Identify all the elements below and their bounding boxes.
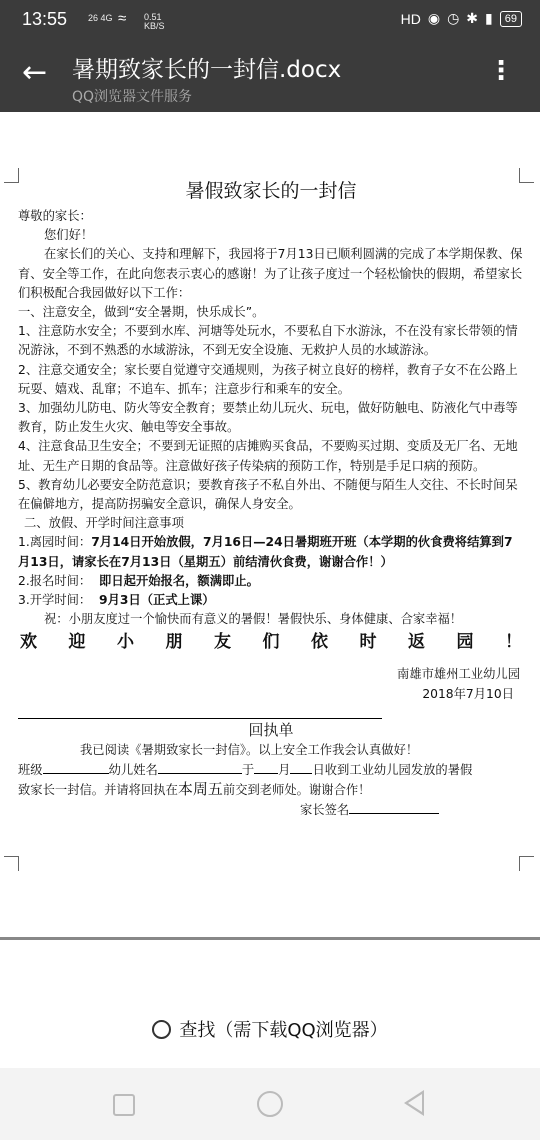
home-button[interactable] xyxy=(257,1091,283,1117)
list-item: 4、注意食品卫生安全；不要到无证照的店摊购买食品，不要购买过期、变质及无厂名、无地址、无生产日期的食品等。注意做好孩子传染病的预防工作，特别是手足口病的预防。 xyxy=(18,439,518,473)
wifi-icon: ≈ xyxy=(118,10,127,27)
vibrate-icon: ▮ xyxy=(485,10,493,26)
camera-icon: ◉ xyxy=(427,10,441,26)
list-item: 3.开学时间： 9月3日（正式上课） xyxy=(18,593,215,608)
battery-icon: 69 xyxy=(500,11,522,27)
document-page xyxy=(18,172,524,821)
back-button[interactable] xyxy=(404,1090,424,1116)
app-bar xyxy=(0,40,540,112)
receipt-instruction: 致家长一封信。并请将回执在本周五前交到老师处。谢谢合作！ xyxy=(18,780,371,799)
recent-apps-button[interactable] xyxy=(113,1094,135,1116)
school-name: 南雄市雄州工业幼儿园 xyxy=(397,667,520,682)
clock: 13:55 xyxy=(22,9,68,29)
page-divider xyxy=(0,937,540,940)
network-speed: 0.51 KB/S xyxy=(144,12,165,31)
receipt-title: 回执单 xyxy=(248,720,294,739)
system-nav-bar xyxy=(0,1068,540,1140)
network-indicator: 26 4G xyxy=(88,13,113,23)
letter-date: 2018年7月10日 xyxy=(422,686,514,701)
document-heading: 暑假致家长的一封信 xyxy=(185,180,357,202)
status-bar xyxy=(0,0,540,40)
parent-signature-line: 家长签名 xyxy=(18,800,524,820)
receipt-section xyxy=(18,719,524,821)
list-item: 2、注意交通安全；家长要自觉遵守交通规则，为孩子树立良好的榜样，教育子女不在公路上玩耍、嬉戏、乱窜；不追车、抓车；注意步行和乘车的安全。 xyxy=(18,362,518,396)
greeting: 您们好！ xyxy=(44,228,94,243)
welcome-banner: 欢 迎 小 朋 友 们 依 时 返 园 ！ xyxy=(20,632,522,653)
back-arrow-icon[interactable]: ← xyxy=(22,55,48,90)
find-label: 查找（需下载QQ浏览器） xyxy=(179,1020,388,1041)
bluetooth-icon: ✱ xyxy=(466,10,479,26)
list-item: 1、注意防水安全；不要到水库、河塘等处玩水，不要私自下水游泳，不在没有家长带领的情况游泳，不到不熟悉的水域游泳，不到无安全设施、无救护人员的水域游泳。 xyxy=(18,324,518,358)
receipt-fill-line: 班级 幼儿姓名 于 月 日收到工业幼儿园发放的暑假 xyxy=(18,760,524,780)
alarm-icon: ◷ xyxy=(447,10,460,26)
search-icon xyxy=(152,1020,171,1039)
crop-mark xyxy=(4,168,19,183)
app-subtitle: QQ浏览器文件服务 xyxy=(72,89,193,105)
find-button[interactable] xyxy=(0,1010,540,1052)
document-viewer[interactable] xyxy=(0,112,540,940)
document-title: 暑期致家长的一封信.docx xyxy=(72,57,342,83)
intro-paragraph: 在家长们的关心、支持和理解下，我园将于7月13日已顺利圆满的完成了本学期保教、保育、安全等工作，在此向您表示衷心的感谢！为了让孩子度过一个轻松愉快的假期，希望家长们积极配合我园做好以下工作： xyxy=(18,247,523,300)
section-heading: 一、注意安全，做到“安全暑期，快乐成长”。 xyxy=(18,305,265,320)
more-menu-icon[interactable]: ⋮ xyxy=(488,56,514,86)
list-item: 3、加强幼儿防电、防火等安全教育；要禁止幼儿玩火、玩电，做好防触电、防液化气中毒等教育，防止发生火灾、触电等安全事故。 xyxy=(18,401,518,435)
wish-line: 祝：小朋友度过一个愉快而有意义的暑假！暑假快乐、身体健康、合家幸福！ xyxy=(44,612,463,627)
list-item: 1.离园时间：7月14日开始放假，7月16日—24日暑期班开班（本学期的伙食费将结算到7月13日，请家长在7月13日（星期五）前结清伙食费，谢谢合作！） xyxy=(18,535,513,569)
section-heading: 二、放假、开学时间注意事项 xyxy=(24,516,184,531)
list-item: 2.报名时间： 即日起开始报名，额满即止。 xyxy=(18,573,259,588)
receipt-statement: 我已阅读《暑期致家长一封信》。以上安全工作我会认真做好！ xyxy=(80,742,419,757)
list-item: 5、教育幼儿必要安全防范意识；要教育孩子不私自外出、不随便与陌生人交往、不长时间呆在偏僻地方，提高防拐骗安全意识，确保人身安全。 xyxy=(18,477,518,512)
hd-icon: HD xyxy=(400,10,421,27)
crop-mark xyxy=(4,856,19,871)
crop-mark xyxy=(519,856,534,871)
salutation: 尊敬的家长： xyxy=(18,209,92,223)
